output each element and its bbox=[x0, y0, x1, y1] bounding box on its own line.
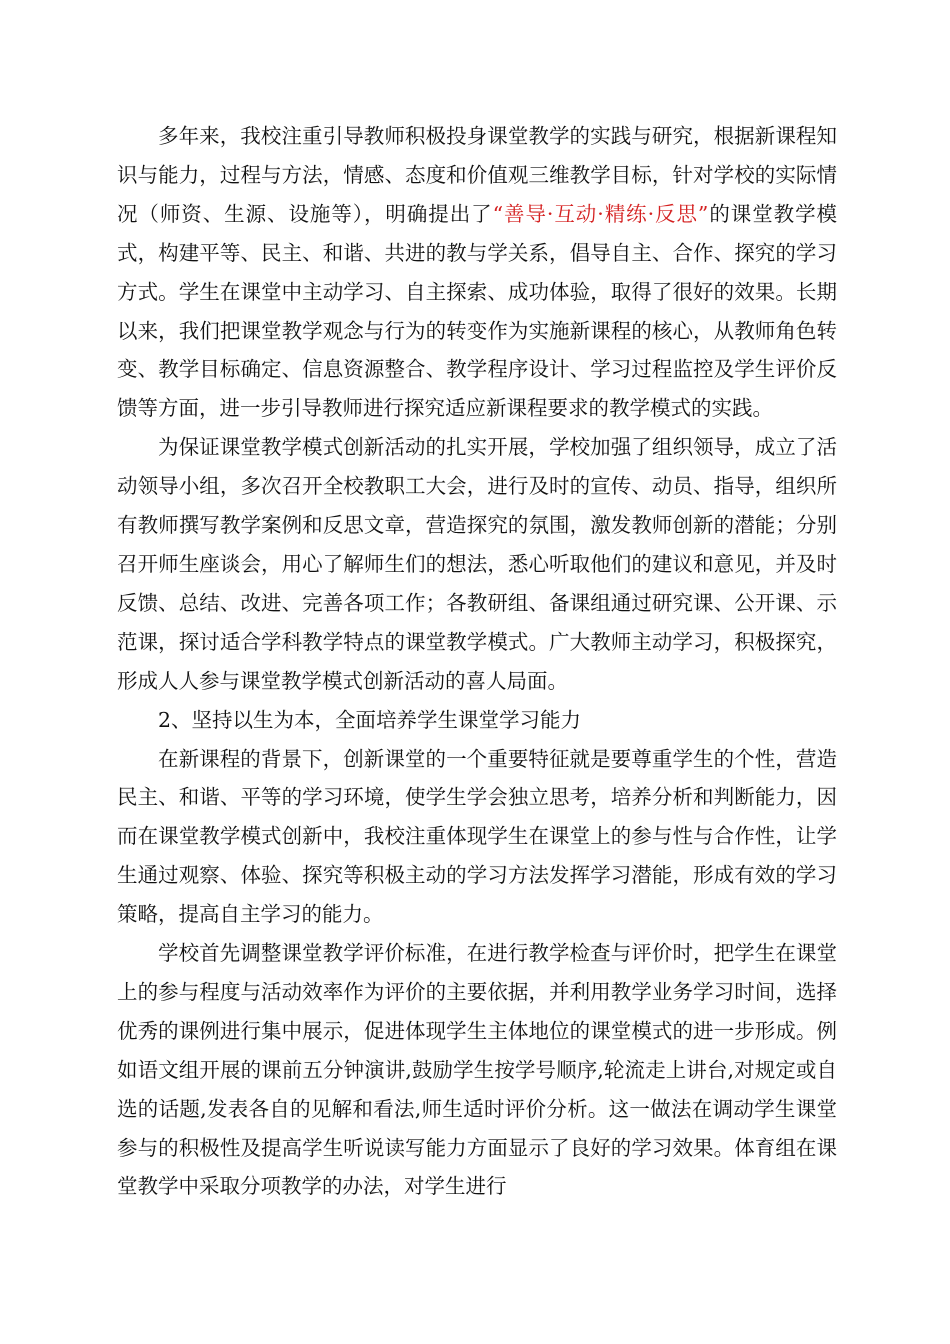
paragraph-organization: 为保证课堂教学模式创新活动的扎实开展，学校加强了组织领导，成立了活动领导小组，多次召开全校教职工大会，进行及时的宣传、动员、指导，组织所有教师撰写教学案例和反思文章，营造探究的氛围，激发教师创新的潜能；分别召开师生座谈会，用心了解师生们的想法，悉心听取他们的建议和意见，并及时反馈、总结、改进、完善各项工作；各教研组、备课组通过研究课、公开课、示范课，探讨适合学科教学特点的课堂教学模式。广大教师主动学习，积极探究，形成人人参与课堂教学模式创新活动的喜人局面。 bbox=[117, 435, 837, 693]
paragraph-new-curriculum: 在新课程的背景下，创新课堂的一个重要特征就是要尊重学生的个性，营造民主、和谐、平等的学习环境，使学生学会独立思考，培养分析和判断能力，因而在课堂教学模式创新中，我校注重体现学生在课堂上的参与性与合作性，让学生通过观察、体验、探究等积极主动的学习方法发挥学习潜能，形成有效的学习策略，提高自主学习的能力。 bbox=[117, 746, 837, 927]
paragraph-evaluation: 学校首先调整课堂教学评价标准，在进行教学检查与评价时，把学生在课堂上的参与程度与活动效率作为评价的主要依据，并利用教学业务学习时间，选择优秀的课例进行集中展示，促进体现学生主体地位的课堂模式的进一步形成。例如语文组开展的课前五分钟演讲,鼓励学生按学号顺序,轮流走上讲台,对规定或自选的话题,发表各自的见解和看法,师生适时评价分析。这一做法在调动学生课堂参与的积极性及提高学生听说读写能力方面显示了良好的学习效果。体育组在课堂教学中采取分项教学的办法，对学生进行 bbox=[117, 941, 837, 1199]
paragraph-text: 多年来，我校注重引导教师积极投身课堂教学的实践与研究，根据新课程知识与能力，过程与方法，情感、态度和价值观三维教学目标，针对学校的实际情况（师资、生源、设施等），明确提出了 bbox=[117, 124, 837, 226]
section-heading: 2、坚持以生为本，全面培养学生课堂学习能力 bbox=[158, 707, 582, 732]
paragraph-teaching-model bbox=[117, 117, 837, 428]
document-body bbox=[117, 117, 837, 1206]
paragraph-text: 的课堂教学模式，构建平等、民主、和谐、共进的教与学关系，倡导自主、合作、探究的学习方式。学生在课堂中主动学习、自主探索、成功体验，取得了很好的效果。长期以来，我们把课堂教学观念与行为的转变作为实施新课程的核心，从教师角色转变、教学目标确定、信息资源整合、教学程序设计、学习过程监控及学生评价反馈等方面，进一步引导教师进行探究适应新课程要求的教学模式的实践。 bbox=[117, 201, 838, 421]
highlighted-phrase: “善导·互动·精练·反思” bbox=[492, 201, 709, 226]
